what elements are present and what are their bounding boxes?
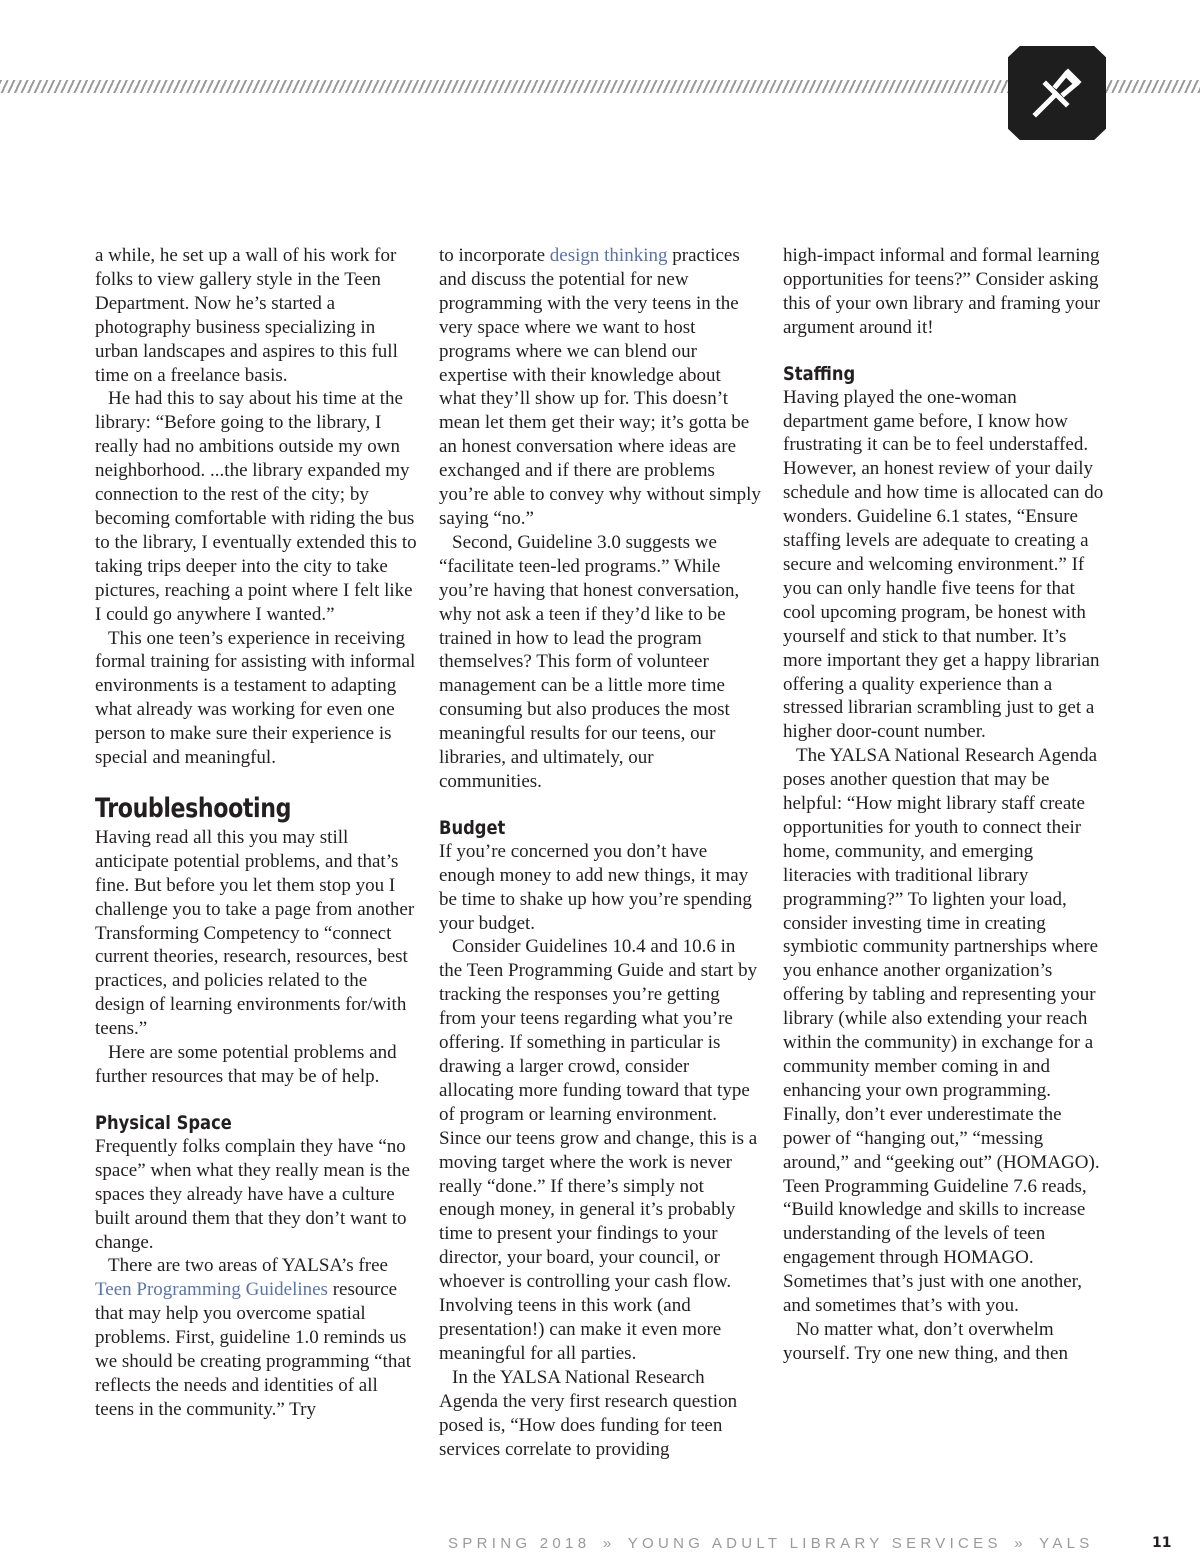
paragraph: Having played the one-woman department game before, I know how frustrating it can be to feel understaffed. However, an honest review of your daily schedule and how time is allocated can do wonders. Guideline 6.1 states, “Ensure staffing levels are adequate to creating a secure and welcoming environment.” If you can only handle five teens for that cool upcoming program, be honest with yourself and stick to that number. It’s more important they get a happy librarian offering a quality experience than a stressed librarian scrambling just to get a higher door-count number. xyxy=(783,386,1104,743)
paragraph: high-impact informal and formal learning opportunities for teens?” Consider asking this of your own library and framing your argument around it! xyxy=(783,245,1101,338)
paragraph: This one teen’s experience in receiving formal training for assisting with informal environments is a testament to adapting what already was working for even one person to make sure their experience is special and meaningful. xyxy=(95,627,416,769)
paragraph-text: to incorporate xyxy=(439,245,550,266)
heading-staffing: Staffing xyxy=(783,362,856,385)
footer-short-title: YALS xyxy=(1039,1535,1094,1552)
link-teen-programming-guidelines[interactable]: Teen Programming Guidelines xyxy=(95,1279,328,1301)
paragraph: a while, he set up a wall of his work for folks to view gallery style in the Teen Department. Now he’s started a photography business specializing in urban landscapes and aspires to this full time on a freelance basis. xyxy=(95,245,398,386)
footer-separator: » xyxy=(602,1535,616,1552)
paragraph xyxy=(439,244,761,531)
article-column-1 xyxy=(95,244,417,1422)
paragraph-text: resource that may help you overcome spatial problems. First, guideline 1.0 reminds us we should be creating programming “that reflects the needs and identities of all teens in the community.” Try xyxy=(95,1279,412,1420)
paragraph: Here are some potential problems and further resources that may be of help. xyxy=(95,1042,397,1087)
pushpin-icon xyxy=(1028,64,1086,122)
article-column-2 xyxy=(439,244,761,1461)
footer-season: SPRING 2018 xyxy=(448,1535,591,1552)
paragraph-text: There are two areas of YALSA’s free xyxy=(108,1255,388,1277)
pushpin-badge xyxy=(1008,46,1106,140)
paragraph: Frequently folks complain they have “no space” when what they really mean is the spaces they already have have a culture built around them that they don’t want to change. xyxy=(95,1135,410,1253)
running-footer xyxy=(448,1535,1094,1552)
paragraph xyxy=(95,1254,417,1421)
article-column-3 xyxy=(783,244,1105,1366)
paragraph: No matter what, don’t overwhelm yourself. Try one new thing, and then xyxy=(783,1318,1068,1364)
footer-publication: YOUNG ADULT LIBRARY SERVICES xyxy=(627,1535,1002,1552)
heading-budget: Budget xyxy=(439,816,506,839)
paragraph: If you’re concerned you don’t have enough money to add new things, it may be time to shake up how you’re spending your budget. xyxy=(439,840,752,934)
heading-physical-space: Physical Space xyxy=(95,1111,232,1134)
paragraph: The YALSA National Research Agenda poses another question that may be helpful: “How might library staff create opportunities for youth to connect their home, community, and emerging literacies with traditional library programming?” To lighten your load, consider investing time in creating symbiotic community partnerships where you enhance another organization’s offering by tabling and representing your library (while also extending your reach within the community) in exchange for a community member coming in and enhancing your own programming. Finally, don’t ever underestimate the power of “hanging out,” “messing around,” and “geeking out” (HOMAGO). Teen Programming Guideline 7.6 reads, “Build knowledge and skills to increase understanding of the levels of teen engagement through HOMAGO. Sometimes that’s just with one another, and sometimes that’s with you. xyxy=(783,745,1100,1317)
paragraph: He had this to say about his time at the library: “Before going to the library, I really had no ambitions outside my own neighborhood. ...the library expanded my connection to the rest of the city; by becoming comfortable with riding the bus to the library, I eventually extended this to taking trips deeper into the city to take pictures, reaching a point where I felt like I could go anywhere I wanted.” xyxy=(95,388,417,625)
paragraph: Having read all this you may still anticipate potential problems, and that’s fine. But before you let them stop you I challenge you to take a page from another Transforming Competency to “connect current theories, research, resources, best practices, and policies related to the design of learning environments for/with teens.” xyxy=(95,826,415,1040)
footer-separator: » xyxy=(1014,1535,1027,1552)
header-hatch-stripe-right xyxy=(1104,80,1200,93)
heading-troubleshooting: Troubleshooting xyxy=(95,792,292,824)
paragraph-text: practices and discuss the potential for new programming with the very teens in the very space where we want to host programs where we can blend our expertise with their knowledge about what they’ll show up for. This doesn’t mean let them get their way; it’s gotta be an honest conversation where ideas are exchanged and if there are problems you’re able to convey why without simply saying “no.” xyxy=(439,245,761,529)
paragraph: Second, Guideline 3.0 suggests we “facilitate teen-led programs.” While you’re having that honest conversation, why not ask a teen if they’d like to be trained in how to lead the program themselves? This form of volunteer management can be a little more time consuming but also produces the most meaningful results for our teens, our libraries, and ultimately, our communities. xyxy=(439,531,740,792)
paragraph: Consider Guidelines 10.4 and 10.6 in the Teen Programming Guide and start by tracking the responses you’re getting from your teens regarding what you’re offering. If something in particular is drawing a larger crowd, consider allocating more funding toward that type of program or learning environment. Since our teens grow and change, this is a moving target where the work is never really “done.” If there’s simply not enough money, in general it’s probably time to present your findings to your director, your board, your council, or whoever is controlling your cash flow. Involving teens in this work (and presentation!) can make it even more meaningful for all parties. xyxy=(439,936,758,1364)
paragraph: In the YALSA National Research Agenda the very first research question posed is, “How does funding for teen services correlate to providing xyxy=(439,1366,738,1460)
page-number: 11 xyxy=(1152,1535,1172,1551)
header-hatch-stripe xyxy=(0,80,1010,93)
link-design-thinking[interactable]: design thinking xyxy=(549,245,668,266)
